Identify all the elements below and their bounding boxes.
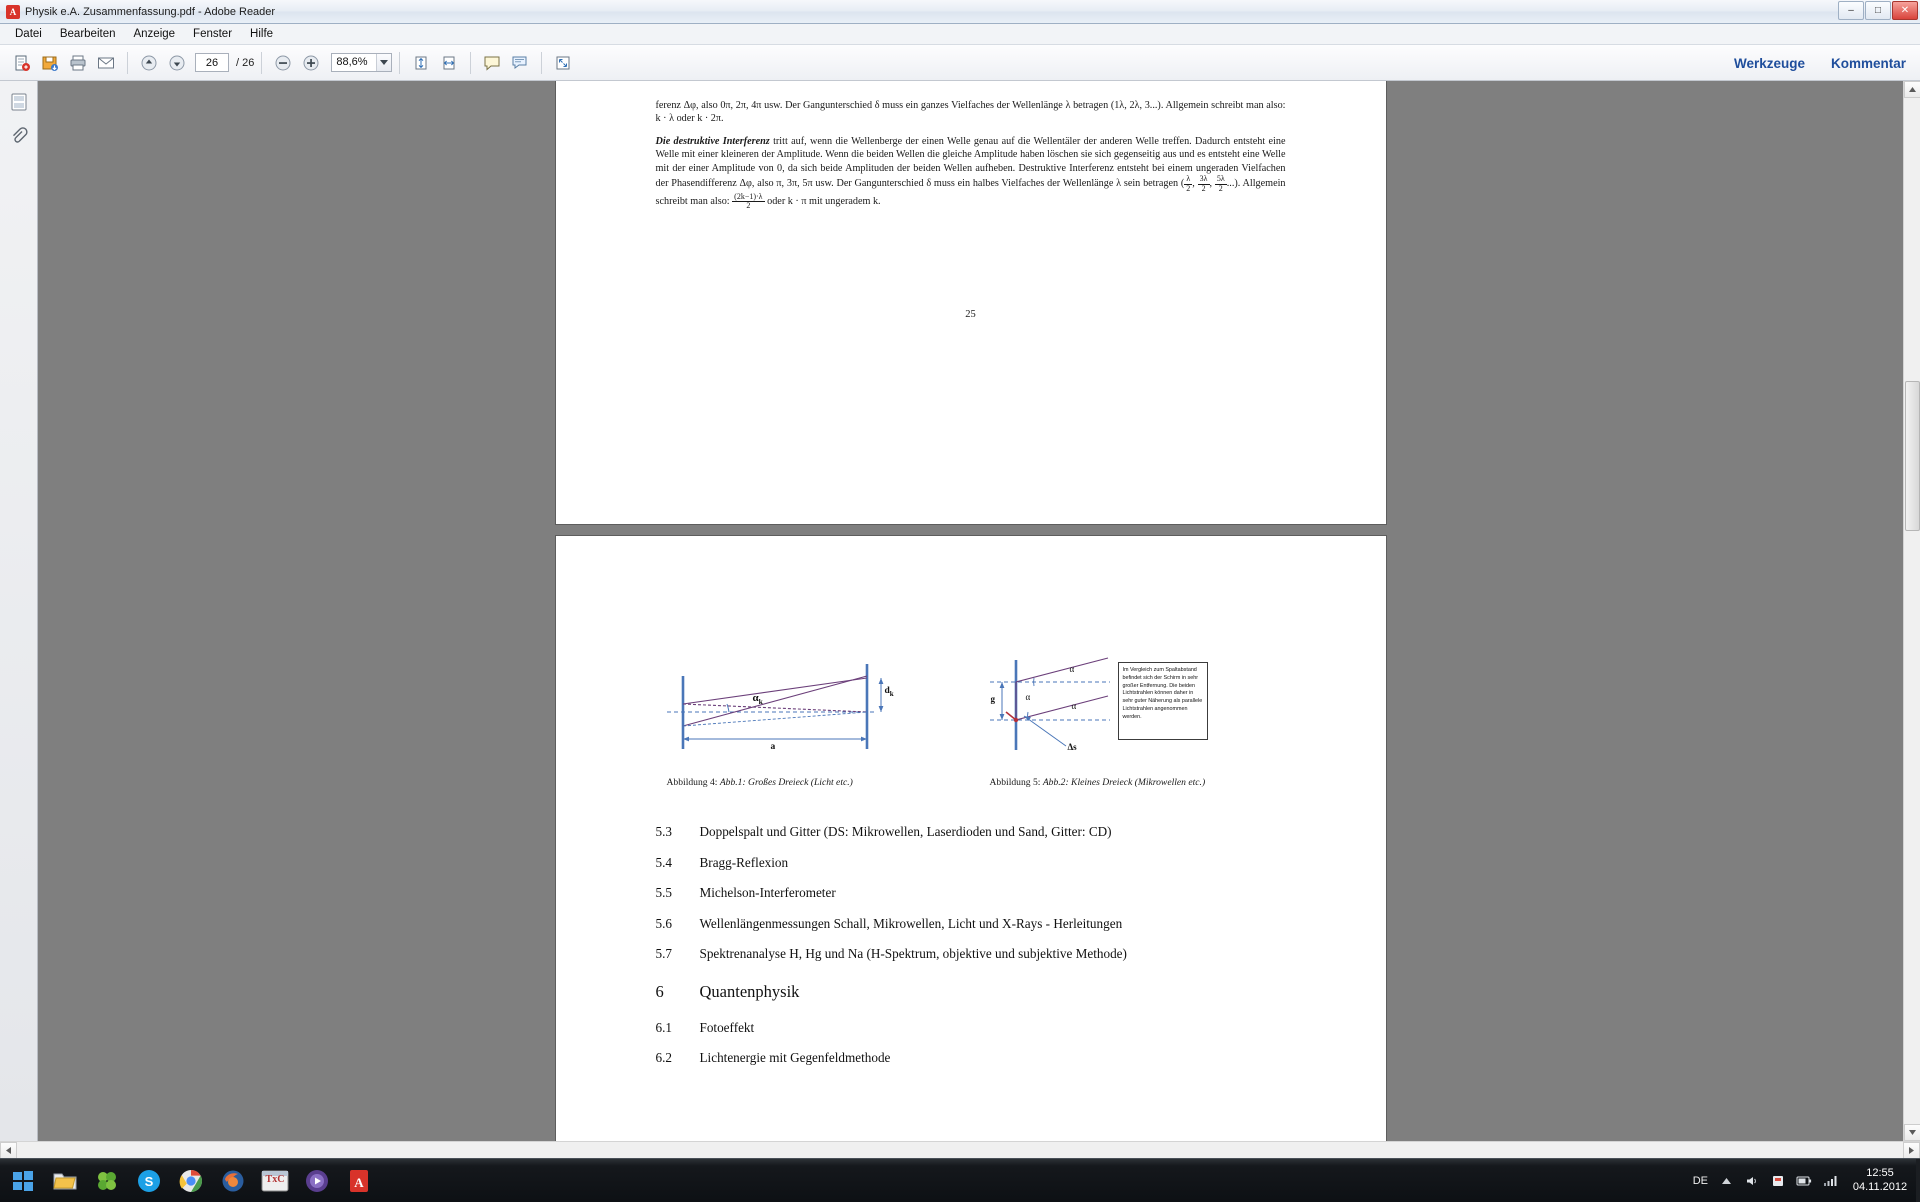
fit-page-icon[interactable]	[409, 51, 433, 75]
pdf-page-26	[556, 536, 1386, 1141]
fullscreen-icon[interactable]	[551, 51, 575, 75]
signal-bars-icon[interactable]	[1822, 1173, 1838, 1189]
page-viewport[interactable]	[38, 81, 1903, 1141]
figure-4	[667, 654, 952, 789]
figure-5-label-alpha-2: α	[1025, 692, 1031, 702]
create-pdf-icon[interactable]	[10, 51, 34, 75]
paragraph-destructive-tail-3: oder k · π mit ungeradem k.	[767, 196, 881, 208]
tools-button[interactable]: Werkzeuge	[1733, 55, 1805, 71]
toolbar-separator-5	[541, 52, 542, 74]
paragraph-destructive-tail-1: betragen (	[1143, 178, 1185, 190]
toolbar-separator-4	[470, 52, 471, 74]
chrome-button[interactable]	[174, 1164, 208, 1198]
figure-4-canvas	[667, 654, 952, 769]
figure-5-label-g: g	[990, 694, 995, 704]
close-button[interactable]: ✕	[1892, 1, 1918, 20]
toc-number: 5.5	[655, 885, 672, 901]
start-windows-button[interactable]	[6, 1164, 40, 1198]
figure-5-label-delta-s: Δs	[1067, 742, 1077, 752]
paragraph-destructive-tail-2: ...). Allgemein schreibt man also:	[655, 178, 1286, 208]
zoom-in-icon[interactable]	[299, 51, 323, 75]
toc-number: 6	[655, 982, 664, 1001]
fraction-lambda-half: $\frac{\lambda}{2}$	[1186, 174, 1191, 193]
show-desktop-button[interactable]	[1916, 1159, 1920, 1202]
scroll-up-button[interactable]	[1904, 81, 1920, 98]
fraction-5lambda-half: $\frac{5\lambda}{2}$	[1216, 174, 1225, 193]
toc-item-6-1[interactable]	[656, 1019, 1286, 1037]
print-icon[interactable]	[66, 51, 90, 75]
texniccenter-button[interactable]	[258, 1164, 292, 1198]
window-controls	[1838, 1, 1918, 20]
paragraph-destructive-lead: Die destruktive Interferenz	[655, 135, 770, 147]
toc-item-5-3[interactable]	[656, 823, 1286, 841]
paragraph-destructive: Die destruktive Interferenz tritt auf, wenn die Wellenberge der einen Welle genau auf die Wellentäler der anderen Welle treffen. Dadurch entsteht eine Welle mit einer kleineren der Amplitude. Wenn die beiden Wellen die gleiche Amplitude haben löschen sie sich gegenseitig aus und es entsteht eine Welle mit der einer Amplitude von 0, da sich beide Amplituden der beiden Wellen aufheben. Destruktive Interferenz entsteht bei einem ungeraden Vielfachen der Phasendifferenz Δφ, also π, 3π, 5π usw. Der Gangunterschied δ muss ein halbes Vielfaches der Wellenlänge λ sein betragen ( $\frac{\lambda}{2}$ , $\frac{3\lambda}{2}$ , $\frac{5\lambda}{2}$ ...). Allgemein schreibt man also: $\frac{(2k-1)\cdot\lambda}{2}$ oder k · π mit ungeradem k.	[655, 135, 1286, 211]
arrow-up-icon[interactable]	[137, 51, 161, 75]
taskbar	[0, 1158, 1920, 1202]
email-icon[interactable]	[94, 51, 118, 75]
figure-4-label-a: a	[770, 742, 776, 752]
figure-5-label-alpha-3: α	[1071, 701, 1077, 711]
menu-item-hilfe[interactable]: Hilfe	[250, 28, 274, 40]
toolbar	[0, 45, 1920, 81]
toc-item-5-6[interactable]	[656, 915, 1286, 933]
speech-bubble-icon[interactable]	[480, 51, 504, 75]
fraction-3lambda-half: $\frac{3\lambda}{2}$	[1199, 174, 1208, 193]
toolbar-file-group	[8, 51, 120, 75]
toc-label: Bragg-Reflexion	[699, 854, 789, 870]
page-footer-number: 25	[965, 308, 976, 320]
toc-label: Doppelspalt und Gitter (DS: Mikrowellen, Laserdioden und Sand, Gitter: CD)	[699, 824, 1112, 840]
toc-number: 5.7	[655, 946, 672, 962]
toc-number: 6.2	[655, 1050, 672, 1066]
svg-text:S: S	[144, 1173, 154, 1189]
toc-number: 6.1	[655, 1019, 672, 1035]
scroll-down-button[interactable]	[1904, 1124, 1920, 1141]
toolbar-separator-3	[399, 52, 400, 74]
toc-label: Spektrenanalyse H, Hg und Na (H-Spektrum, objektive und subjektive Methode)	[699, 946, 1127, 962]
toc-item-5-5[interactable]	[656, 884, 1286, 902]
battery-icon[interactable]	[1796, 1173, 1812, 1189]
fit-width-icon[interactable]	[437, 51, 461, 75]
toc-label: Quantenphysik	[699, 982, 800, 1001]
menu-item-fenster[interactable]: Fenster	[193, 28, 233, 40]
toc-label: Michelson-Interferometer	[699, 885, 836, 901]
figure-4-drawing	[667, 654, 952, 769]
clock[interactable]	[1848, 1167, 1912, 1195]
toolbar-zoom-group	[269, 51, 392, 75]
figure-5-note-box: Im Vergleich zum Spaltabstand befindet sich der Schirm in sehr großer Entfernung. Die beiden Lichtstrahlen können daher in sehr guter Näherung als parallele Lichtstrahlen angenommen werden.	[1118, 662, 1208, 740]
paragraph-constructive: ferenz Δφ, also 0π, 2π, 4π usw. Der Gangunterschied δ muss ein ganzes Vielfaches der Wellenlänge λ betragen (1λ, 2λ, 3...). Allgemein schreibt man also: k · λ oder k · 2π.	[655, 100, 1286, 125]
speaker-icon[interactable]	[1744, 1173, 1760, 1189]
toc-item-5-7[interactable]	[656, 945, 1286, 963]
figure-5-canvas	[990, 654, 1275, 769]
zoom-out-icon[interactable]	[271, 51, 295, 75]
scroll-right-button[interactable]	[1903, 1142, 1920, 1159]
toolbar-page-group	[135, 51, 254, 75]
zoom-combobox[interactable]	[331, 53, 392, 72]
toc-item-6-2[interactable]	[656, 1049, 1286, 1067]
media-player-button[interactable]	[300, 1164, 334, 1198]
texniccenter-label: TxC	[265, 1173, 285, 1185]
figure-4-label-alpha: $\alpha_k$	[752, 692, 763, 707]
document-area	[0, 81, 1920, 1141]
maximize-button[interactable]: □	[1865, 1, 1891, 20]
page-number-input[interactable]	[195, 53, 229, 72]
toc-number: 5.3	[655, 824, 672, 840]
window-title: Physik e.A. Zusammenfassung.pdf - Adobe Reader	[25, 5, 276, 18]
toc-item-6[interactable]	[656, 981, 1286, 1003]
table-of-contents	[656, 823, 1286, 1067]
toc-number: 5.4	[655, 854, 672, 870]
clock-date: 04.11.2012	[1852, 1181, 1908, 1193]
toolbar-right-panel	[1734, 45, 1906, 81]
comment-button[interactable]: Kommentar	[1830, 55, 1906, 71]
highlight-icon[interactable]	[508, 51, 532, 75]
toc-number: 5.6	[655, 915, 672, 931]
toolbar-comment-group	[478, 51, 534, 75]
flag-icon[interactable]	[1770, 1173, 1786, 1189]
system-tray	[1693, 1159, 1912, 1203]
menu-item-bearbeiten[interactable]: Bearbeiten	[59, 28, 116, 40]
fraction-2k-minus-1: $\frac{(2k-1)\cdot\lambda}{2}$	[734, 192, 763, 211]
toc-label: Lichtenergie mit Gegenfeldmethode	[699, 1050, 891, 1066]
toolbar-separator-1	[127, 52, 128, 74]
pdf-icon	[6, 5, 20, 19]
greenshot-button[interactable]	[90, 1164, 124, 1198]
title-bar	[0, 0, 1920, 24]
horizontal-scroll-track[interactable]	[17, 1142, 1903, 1159]
zoom-value: 88,6%	[336, 56, 368, 68]
figure-5-caption: Abbildung 5: Abb.2: Kleines Dreieck (Mikrowellen etc.)	[989, 777, 1206, 788]
svg-text:A: A	[354, 1174, 364, 1190]
firefox-button[interactable]	[216, 1164, 250, 1198]
clock-time: 12:55	[1866, 1167, 1894, 1180]
toolbar-fit-group	[407, 51, 463, 75]
vertical-scroll-thumb[interactable]	[1905, 381, 1920, 531]
explorer-button[interactable]	[48, 1164, 82, 1198]
scroll-left-button[interactable]	[0, 1142, 17, 1159]
toc-label: Wellenlängenmessungen Schall, Mikrowellen, Licht und X-Rays - Herleitungen	[699, 915, 1123, 931]
toolbar-separator-2	[261, 52, 262, 74]
taskbar-items	[6, 1164, 376, 1198]
arrow-down-icon[interactable]	[165, 51, 189, 75]
page-thumbnails-icon[interactable]	[6, 89, 32, 115]
language-indicator[interactable]: DE	[1692, 1175, 1708, 1187]
menu-item-datei[interactable]: Datei	[15, 28, 42, 40]
figure-4-label-d: $d_k$	[884, 686, 894, 698]
horizontal-scrollbar[interactable]	[0, 1141, 1920, 1158]
chevron-up-icon[interactable]	[1718, 1173, 1734, 1189]
minimize-button[interactable]: –	[1838, 1, 1864, 20]
pdf-page-25	[556, 81, 1386, 524]
figure-row	[656, 654, 1286, 789]
save-icon[interactable]	[38, 51, 62, 75]
page-total-label: / 26	[236, 56, 255, 69]
toc-label: Fotoeffekt	[699, 1019, 755, 1035]
navigation-pane	[0, 81, 38, 1141]
figure-5-label-alpha-1: α	[1069, 664, 1075, 674]
figure-5	[990, 654, 1275, 789]
menu-bar	[0, 24, 1920, 45]
paragraph-destructive-body: tritt auf, wenn die Wellenberge der einen Welle genau auf die Wellentäler der anderen Welle treffen. Dadurch entsteht eine Welle mit einer kleineren der Amplitude. Wenn die beiden Wellen die gleiche Amplitude haben löschen sie sich gegenseitig aus und es entsteht eine Welle mit der einer Amplitude von 0, da sich beide Amplituden der beiden Wellen aufheben. Destruktive Interferenz entsteht bei einem ungeraden Vielfachen der Phasendifferenz Δφ, also π, 3π, 5π usw. Der Gangunterschied δ muss ein halbes Vielfaches der Wellenlänge λ sein	[655, 135, 1286, 190]
skype-button[interactable]	[132, 1164, 166, 1198]
adobe-reader-button[interactable]	[342, 1164, 376, 1198]
vertical-scrollbar[interactable]	[1903, 81, 1920, 1141]
toc-item-5-4[interactable]	[656, 854, 1286, 872]
chevron-down-icon[interactable]	[376, 54, 391, 71]
figure-4-caption: Abbildung 4: Abb.1: Großes Dreieck (Licht etc.)	[666, 777, 853, 788]
paperclip-icon[interactable]	[6, 123, 32, 149]
menu-item-anzeige[interactable]: Anzeige	[133, 28, 176, 40]
pages-container	[38, 81, 1903, 1141]
